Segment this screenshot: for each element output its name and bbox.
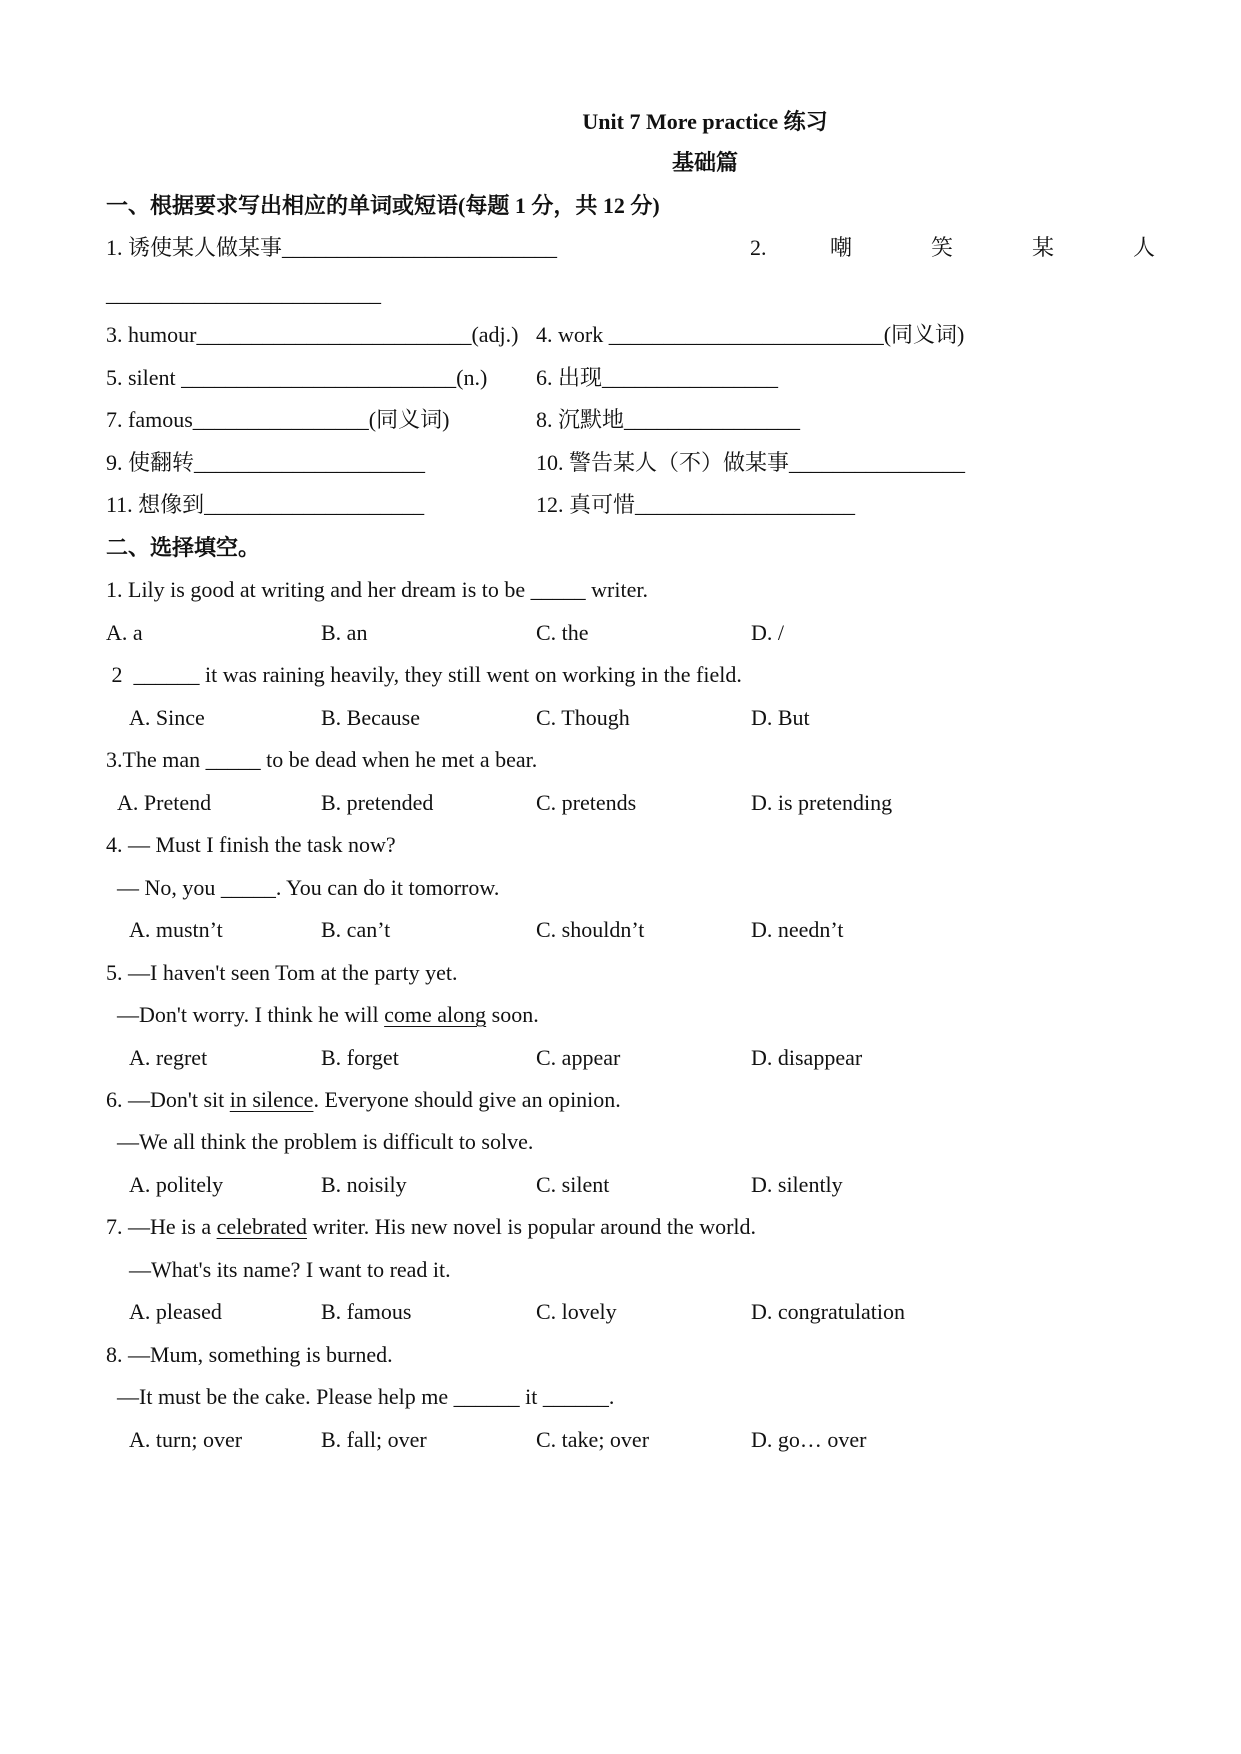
q5-option-a: A. regret — [129, 1045, 208, 1070]
s1-item-4: 4. work _________________________(同义词) — [536, 322, 965, 347]
q7-option-a: A. pleased — [129, 1299, 222, 1324]
q6-option-c: C. silent — [536, 1172, 610, 1197]
s1-item-2-number: 2. — [750, 235, 767, 260]
q4-option-d: D. needn’t — [751, 917, 844, 942]
question-4-stem: 4. — Must I finish the task now? — [106, 832, 396, 857]
q6-option-b: B. noisily — [321, 1172, 407, 1197]
s1-item-12: 12. 真可惜____________________ — [536, 492, 856, 517]
question-6-stem: 6. —Don't sit in silence. Everyone should give an opinion. — [106, 1087, 621, 1112]
q8-option-c: C. take; over — [536, 1427, 650, 1452]
question-7-reply: —What's its name? I want to read it. — [129, 1257, 451, 1282]
q2-option-c: C. Though — [536, 705, 630, 730]
question-5-reply: —Don't worry. I think he will come along soon. — [117, 1002, 539, 1027]
s1-item-2-blank: _________________________ — [106, 281, 381, 306]
s1-item-11: 11. 想像到____________________ — [106, 492, 425, 517]
question-4-reply: — No, you _____. You can do it tomorrow. — [117, 875, 500, 900]
page-subtitle: 基础篇 — [671, 150, 738, 175]
q7-option-b: B. famous — [321, 1299, 412, 1324]
q2-option-d: D. But — [751, 705, 810, 730]
q1-option-d: D. / — [751, 620, 784, 645]
q7-option-c: C. lovely — [536, 1299, 617, 1324]
q8-option-a: A. turn; over — [129, 1427, 243, 1452]
section1-heading: 一、根据要求写出相应的单词或短语(每题 1 分，共 12 分) — [106, 193, 660, 218]
q6-option-d: D. silently — [751, 1172, 843, 1197]
q3-option-b: B. pretended — [321, 790, 434, 815]
q1-option-b: B. an — [321, 620, 368, 645]
q7-option-d: D. congratulation — [751, 1299, 905, 1324]
q8-option-d: D. go… over — [751, 1427, 867, 1452]
q2-option-a: A. Since — [129, 705, 205, 730]
s1-item-3: 3. humour_________________________(adj.) — [106, 322, 519, 347]
s1-item-8: 8. 沉默地________________ — [536, 407, 801, 432]
underlined-phrase: in silence — [229, 1087, 314, 1112]
section2-heading: 二、选择填空。 — [106, 535, 261, 560]
s1-item-10: 10. 警告某人（不）做某事________________ — [536, 450, 966, 475]
q3-option-d: D. is pretending — [751, 790, 893, 815]
question-1-stem: 1. Lily is good at writing and her dream is to be _____ writer. — [106, 577, 648, 602]
q4-option-c: C. shouldn’t — [536, 917, 645, 942]
question-2-stem: 2 ______ it was raining heavily, they still went on working in the field. — [106, 662, 742, 687]
question-8-stem: 8. —Mum, something is burned. — [106, 1342, 393, 1367]
q4-option-b: B. can’t — [321, 917, 391, 942]
q4-option-a: A. mustn’t — [129, 917, 223, 942]
question-5-stem: 5. —I haven't seen Tom at the party yet. — [106, 960, 458, 985]
s1-item-7: 7. famous________________(同义词) — [106, 407, 450, 432]
page-title: Unit 7 More practice 练习 — [582, 109, 828, 134]
q5-option-c: C. appear — [536, 1045, 621, 1070]
q3-option-c: C. pretends — [536, 790, 637, 815]
question-6-reply: —We all think the problem is difficult to solve. — [117, 1129, 534, 1154]
q6-option-a: A. politely — [129, 1172, 224, 1197]
q5-option-b: B. forget — [321, 1045, 399, 1070]
q1-option-c: C. the — [536, 620, 589, 645]
underlined-phrase: come along — [384, 1002, 487, 1027]
s1-item-5: 5. silent _________________________(n.) — [106, 365, 488, 390]
question-3-stem: 3.The man _____ to be dead when he met a bear. — [106, 747, 538, 772]
q2-option-b: B. Because — [321, 705, 420, 730]
s1-item-1: 1. 诱使某人做某事_________________________ — [106, 235, 558, 260]
s1-item-9: 9. 使翻转_____________________ — [106, 450, 426, 475]
s1-item-2-text: 嘲 笑 某 人 — [830, 235, 1156, 260]
question-8-reply: —It must be the cake. Please help me ______ it ______. — [117, 1384, 615, 1409]
q8-option-b: B. fall; over — [321, 1427, 427, 1452]
s1-item-6: 6. 出现________________ — [536, 365, 779, 390]
q1-option-a: A. a — [106, 620, 143, 645]
underlined-phrase: celebrated — [216, 1214, 307, 1239]
q3-option-a: A. Pretend — [117, 790, 212, 815]
q5-option-d: D. disappear — [751, 1045, 863, 1070]
question-7-stem: 7. —He is a celebrated writer. His new novel is popular around the world. — [106, 1214, 757, 1239]
